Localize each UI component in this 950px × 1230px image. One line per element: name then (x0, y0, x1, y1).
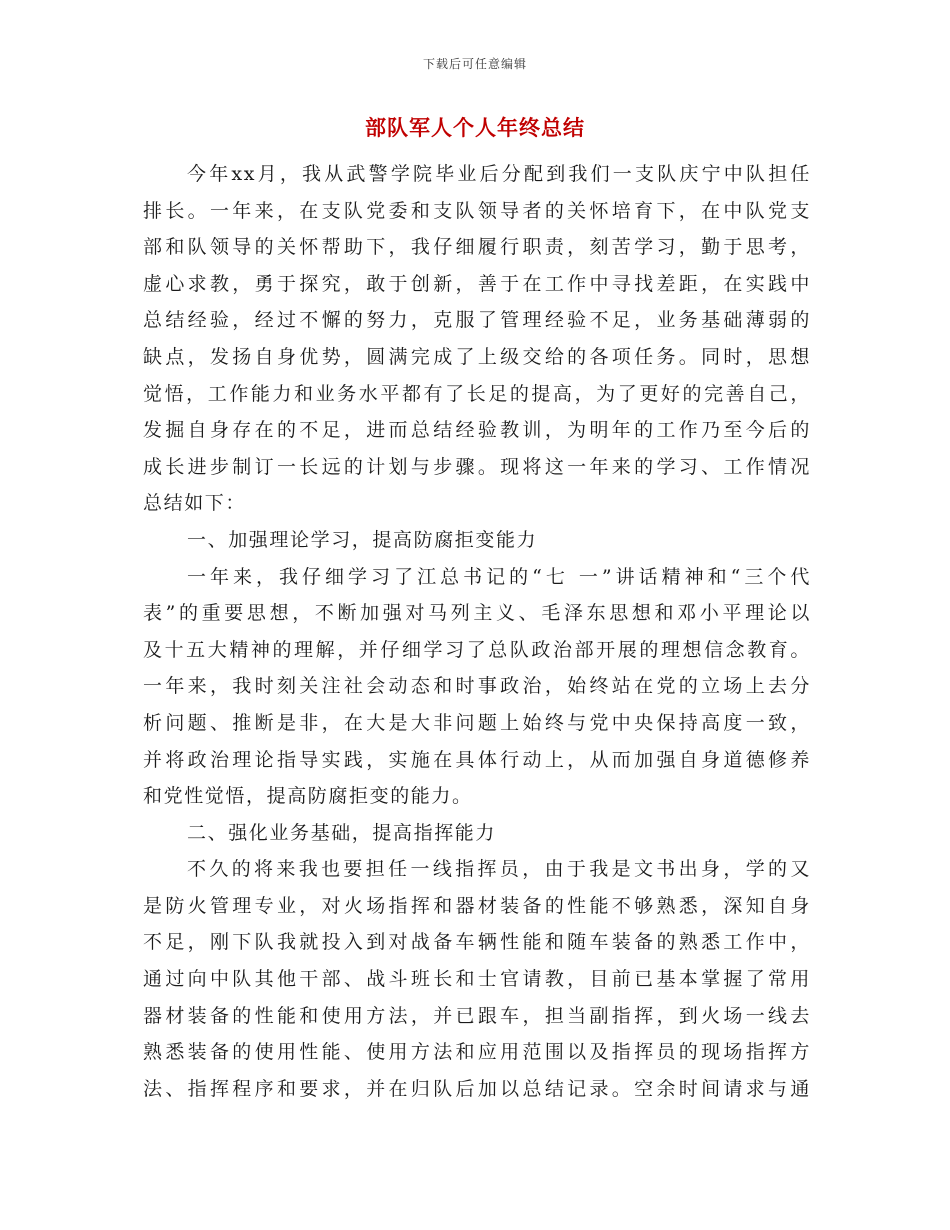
paragraph-command (143, 851, 811, 1107)
text-line: 虚心求教，勇于探究，敢于创新，善于在工作中寻找差距，在实践中 (143, 272, 811, 295)
text-line: 缺点，发扬自身优势，圆满完成了上级交给的各项任务。同时，思想 (143, 345, 811, 368)
text-line: 和党性觉悟，提高防腐拒变的能力。 (143, 785, 473, 808)
text-line: 是防火管理专业，对火场指挥和器材装备的性能不够熟悉，深知自身 (143, 894, 811, 917)
text-line: 不足，刚下队我就投入到对战备车辆性能和随车装备的熟悉工作中， (143, 931, 811, 954)
text-line: 表”的重要思想，不断加强对马列主义、毛泽东思想和邓小平理论以 (143, 602, 811, 625)
text-line: 及十五大精神的理解，并仔细学习了总队政治部开展的理想信念教育。 (143, 638, 811, 661)
text-line: 部和队领导的关怀帮助下，我仔细履行职责，刻苦学习，勤于思考， (143, 236, 811, 259)
text-line: 总结如下： (143, 492, 247, 515)
text-line: 法、指挥程序和要求，并在归队后加以总结记录。空余时间请求与通 (143, 1077, 811, 1100)
header-note: 下载后可任意编辑 (422, 57, 527, 71)
text-line: 熟悉装备的使用性能、使用方法和应用范围以及指挥员的现场指挥方 (143, 1041, 811, 1064)
text-line: 器材装备的性能和使用方法，并已跟车，担当副指挥，到火场一线去 (143, 1004, 811, 1027)
document-body (143, 156, 811, 1107)
section-heading: 二、强化业务基础，提高指挥能力 (187, 821, 497, 844)
document-title: 部队军人个人年终总结 (365, 115, 585, 140)
section-heading-theory (143, 522, 811, 559)
section-heading-command (143, 815, 811, 852)
text-line: 一年来，我时刻关注社会动态和时事政治，始终站在党的立场上去分 (143, 675, 811, 698)
text-line: 发掘自身存在的不足，进而总结经验教训，为明年的工作乃至今后的 (143, 419, 811, 442)
text-line: 一年来，我仔细学习了江总书记的“七 一”讲话精神和“三个代 (187, 565, 811, 588)
text-line: 排长。一年来，在支队党委和支队领导者的关怀培育下，在中队党支 (143, 199, 811, 222)
text-line: 总结经验，经过不懈的努力，克服了管理经验不足，业务基础薄弱的 (143, 309, 811, 332)
text-line: 并将政治理论指导实践，实施在具体行动上，从而加强自身道德修养 (143, 748, 811, 771)
text-line: 不久的将来我也要担任一线指挥员，由于我是文书出身，学的又 (187, 858, 811, 881)
paragraph-intro (143, 156, 811, 522)
text-line: 成长进步制订一长远的计划与步骤。现将这一年来的学习、工作情况 (143, 455, 811, 478)
text-line: 析问题、推断是非，在大是大非问题上始终与党中央保持高度一致， (143, 711, 811, 734)
text-line: 今年xx月，我从武警学院毕业后分配到我们一支队庆宁中队担任 (187, 163, 811, 185)
text-line: 通过向中队其他干部、战斗班长和士官请教，目前已基本掌握了常用 (143, 968, 811, 991)
section-heading: 一、加强理论学习，提高防腐拒变能力 (187, 528, 538, 551)
paragraph-theory (143, 559, 811, 815)
text-line: 觉悟，工作能力和业务水平都有了长足的提高，为了更好的完善自己， (143, 382, 811, 405)
